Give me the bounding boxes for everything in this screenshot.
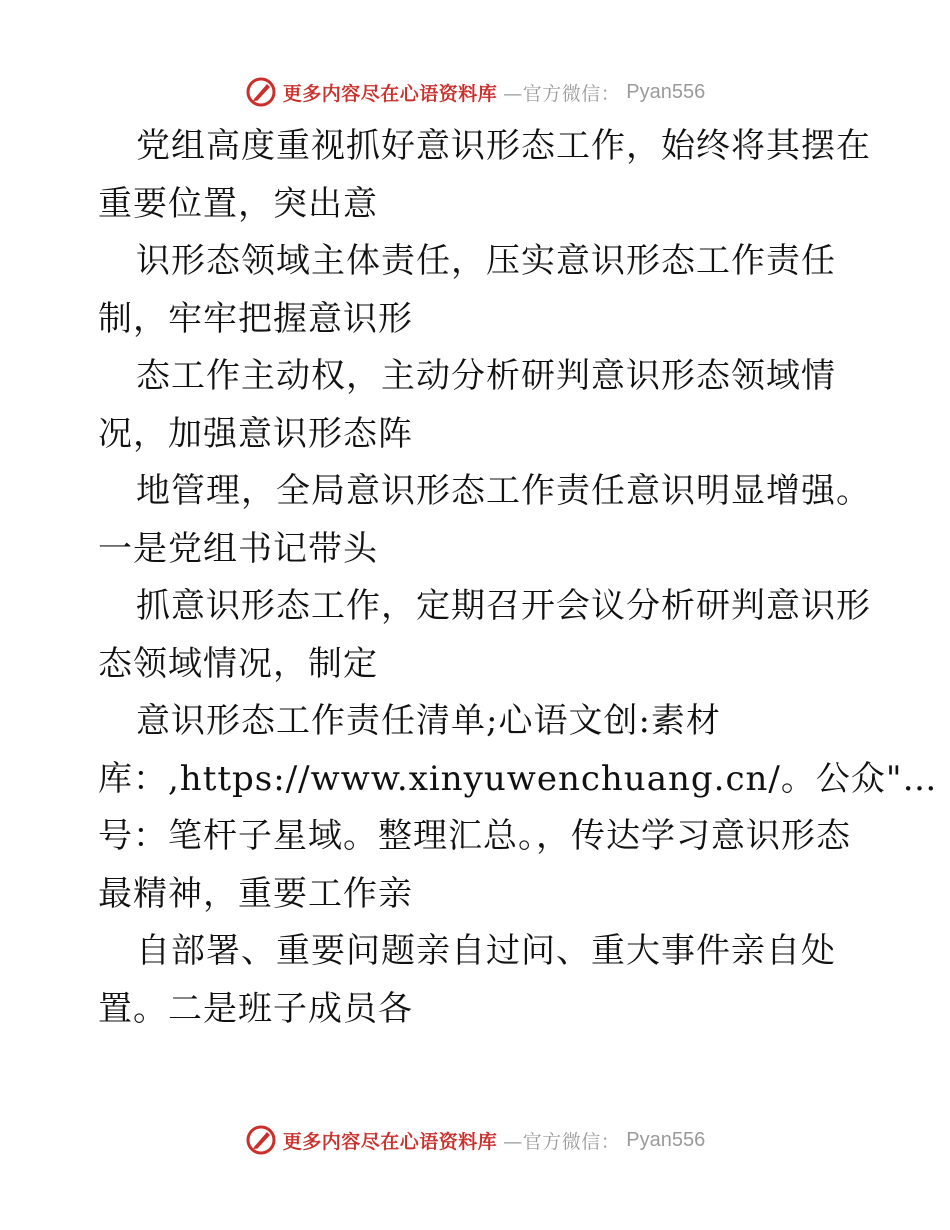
quill-logo-icon (245, 76, 277, 108)
watermark-title: 更多内容尽在心语资料库 (282, 1130, 498, 1153)
body-line: 置。二是班子成员各 (98, 988, 413, 1029)
body-line: 地管理，全局意识形态工作责任意识明显增强。 (136, 471, 871, 511)
body-line: 库：,https://www.xinyuwenchuang.cn/。公众"… (98, 758, 938, 799)
body-line: 抓意识形态工作，定期召开会议分析研判意识形 (136, 586, 871, 626)
body-line: 制，牢牢把握意识形 (98, 298, 413, 339)
watermark-group (245, 1124, 706, 1156)
watermark-wechat-id: Pyan556 (626, 80, 706, 103)
body-line: 况，加强意识形态阵 (98, 413, 413, 454)
footer-watermark (0, 1120, 950, 1160)
watermark-group (245, 76, 706, 108)
body-line: 重要位置，突出意 (98, 183, 378, 224)
watermark-label: —官方微信： (503, 1130, 621, 1153)
body-line: 态领域情况，制定 (98, 643, 378, 684)
body-line: 最精神，重要工作亲 (98, 873, 413, 914)
body-line: 自部署、重要问题亲自过问、重大事件亲自处 (136, 931, 836, 971)
body-line: 态工作主动权，主动分析研判意识形态领域情 (136, 356, 836, 396)
body-line: 一是党组书记带头 (98, 528, 378, 569)
body-line: 识形态领域主体责任，压实意识形态工作责任 (136, 241, 836, 281)
body-line: 党组高度重视抓好意识形态工作，始终将其摆在 (136, 126, 871, 166)
watermark-title: 更多内容尽在心语资料库 (282, 82, 498, 105)
quill-logo-icon (245, 1124, 277, 1156)
body-line: 号：笔杆子星域。整理汇总。，传达学习意识形态 (98, 816, 851, 856)
watermark-wechat-id: Pyan556 (626, 1128, 706, 1151)
watermark-label: —官方微信： (503, 82, 621, 105)
document-body (98, 118, 938, 1038)
body-line: 意识形态工作责任清单;心语文创:素材 (136, 701, 721, 741)
header-watermark (0, 72, 950, 112)
